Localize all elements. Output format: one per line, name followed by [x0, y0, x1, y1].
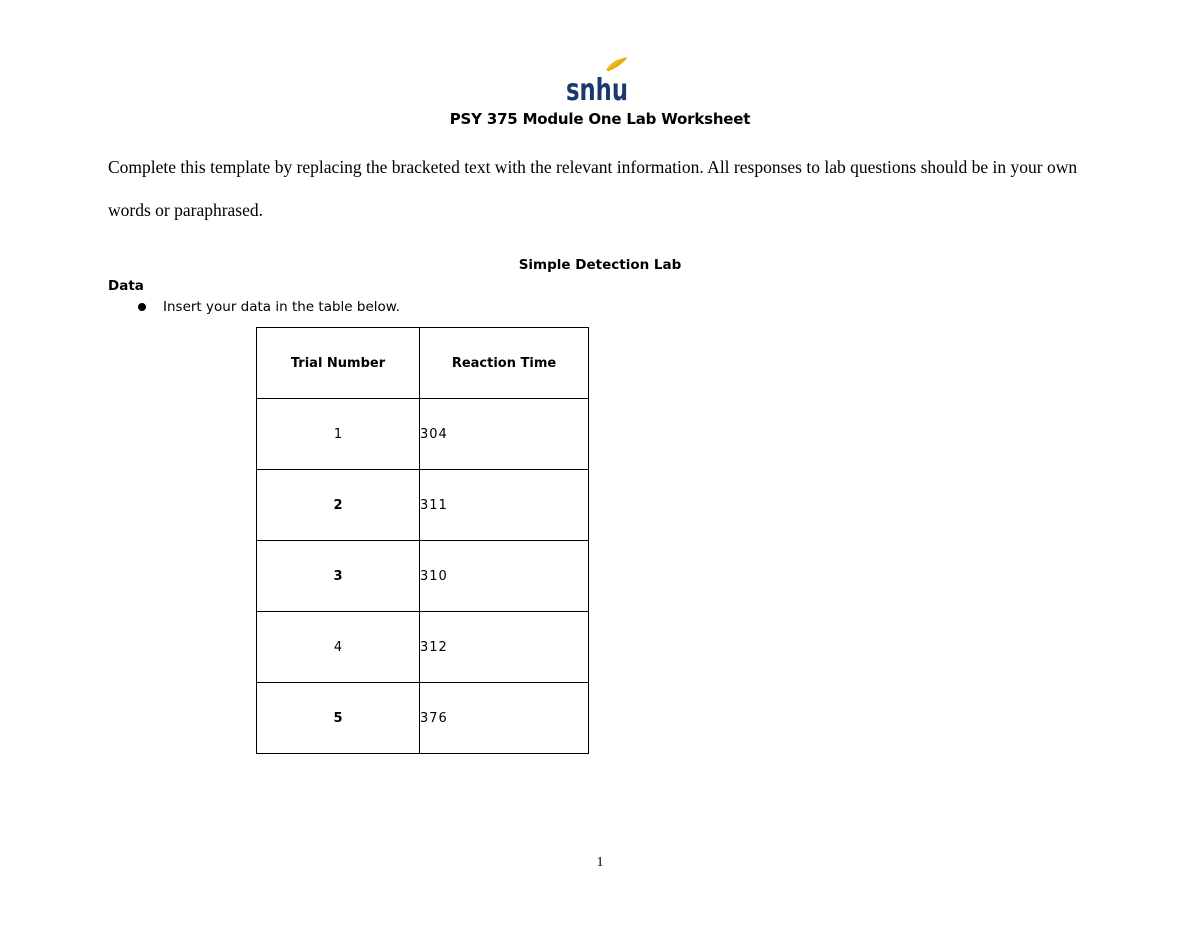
table-row — [257, 612, 589, 683]
table-header-row — [257, 328, 589, 399]
snhu-logo — [562, 56, 638, 108]
header-trial-number: Trial Number — [257, 328, 420, 399]
table-row — [257, 470, 589, 541]
trial-number-cell[interactable]: 5 — [257, 683, 420, 754]
bullet-text: Insert your data in the table below. — [163, 299, 400, 315]
reaction-time-cell[interactable]: 311 — [420, 470, 589, 541]
trial-number-cell[interactable]: 1 — [257, 399, 420, 470]
table-row — [257, 399, 589, 470]
snhu-logo-graphic — [562, 56, 638, 108]
section-title: Simple Detection Lab — [518, 257, 682, 273]
page-number: 1 — [596, 855, 604, 870]
data-table — [256, 327, 589, 754]
document-title: PSY 375 Module One Lab Worksheet — [449, 110, 751, 128]
trial-number-cell[interactable]: 4 — [257, 612, 420, 683]
reaction-time-cell[interactable]: 312 — [420, 612, 589, 683]
reaction-time-cell[interactable]: 310 — [420, 541, 589, 612]
trial-number-cell[interactable]: 3 — [257, 541, 420, 612]
intro-paragraph: Complete this template by replacing the bracketed text with the relevant information. All responses to lab questions should be in your own words or paraphrased. — [108, 157, 1078, 220]
logo-wordmark: snhu — [566, 73, 628, 108]
table-row — [257, 541, 589, 612]
reaction-time-cell[interactable]: 304 — [420, 399, 589, 470]
reaction-time-cell[interactable]: 376 — [420, 683, 589, 754]
header-reaction-time: Reaction Time — [420, 328, 589, 399]
bullet-icon — [138, 303, 146, 311]
table-row — [257, 683, 589, 754]
data-heading: Data — [108, 278, 144, 294]
trial-number-cell[interactable]: 2 — [257, 470, 420, 541]
bullet-item — [138, 299, 400, 315]
